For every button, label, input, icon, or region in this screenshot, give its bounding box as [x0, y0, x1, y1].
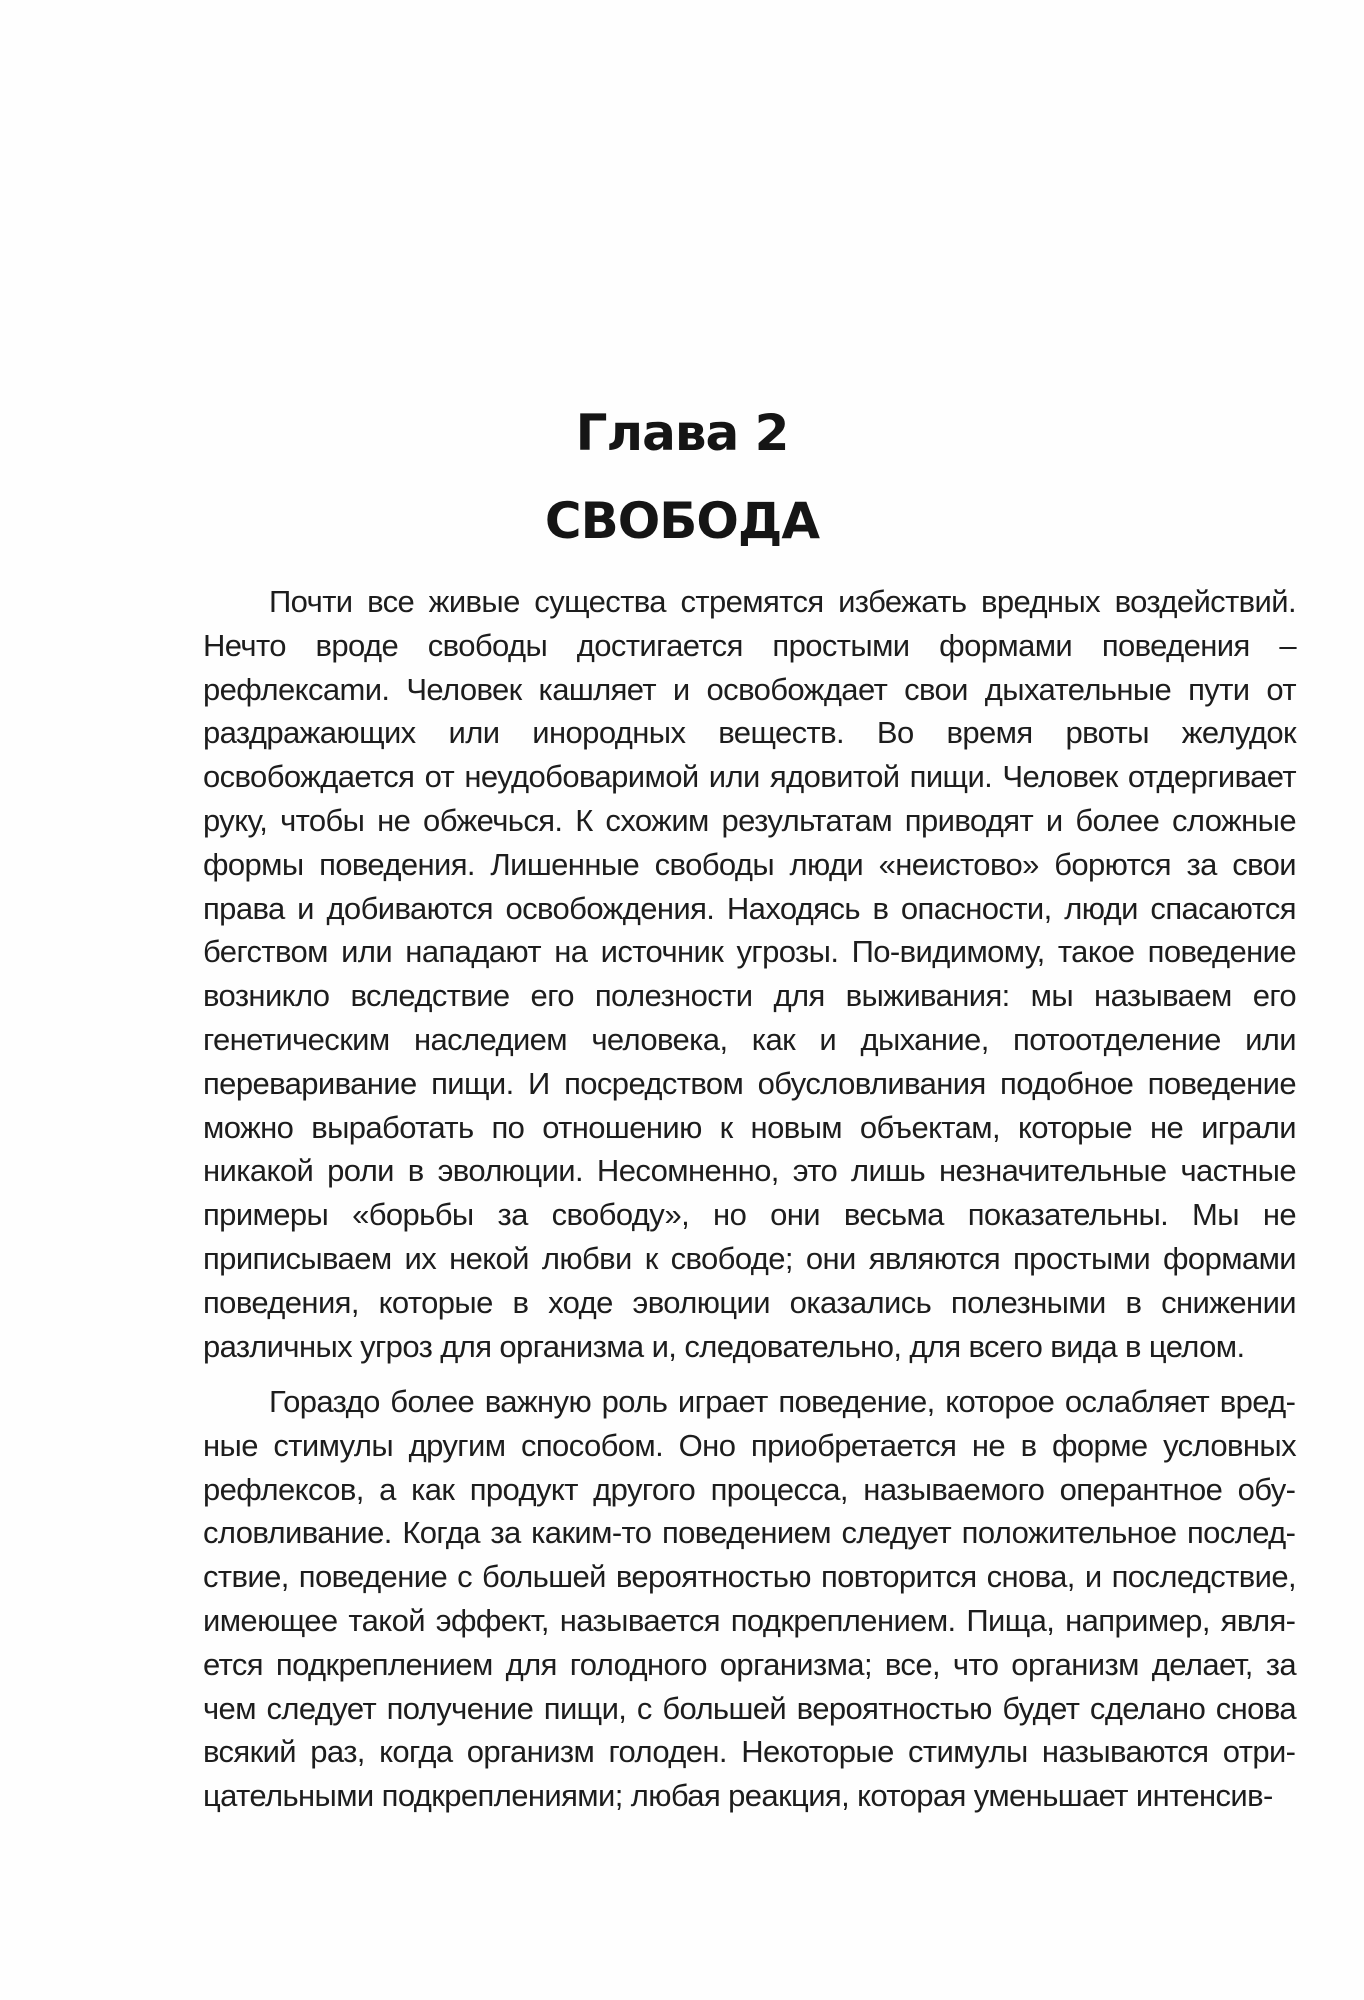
paragraph-1: Почти все живые существа стремятся избежать вредных воздействий. Нечто вроде свободы достигается простыми формами поведения – рефлексаmи. Человек кашляет и освобождает свои дыхательные пути от раздражающих или инородных веществ. Во время рвоты желудок освобождается от неудобоваримой или ядовитой пищи. Человек отдергивает руку, чтобы не обжечься. К схожим результатам приводят и более сложные формы поведения. Лишенные свободы люди «неистово» борются за свои права и добиваются освобождения. Находясь в опасности, люди спасаются бегством или нападают на источник угрозы. По-видимому, такое поведение возникло вследствие его полезности для выживания: мы называем его генетическим наследием человека, как и дыхание, потоотделение или переваривание пищи. И посредством обусловливания подобное поведение можно выработать по отношению к новым объектам, которые не играли никакой роли в эволюции. Несомненно, это лишь незначительные частные примеры «борьбы за свободу», но они весьма показательны. Мы не приписываем их некой любви к свободе; они являются простыми формами поведения, которые в ходе эволюции оказались полезными в снижении различных угроз для организма и, следовательно, для всего вида в целом. — [203, 584, 1296, 1364]
paragraph-2: Гораздо более важную роль играет поведение, которое ослабляет вредные стимулы другим способом. Оно приобретается не в форме условных рефлексов, а как продукт другого процесса, называемого оперантное обусловливание. Когда за каким-то поведением следует положительное последствие, поведение с большей вероятностью повторится снова, и последствие, имеющее такой эффект, называется подкреплением. Пища, например, является подкреплением для голодного организма; все, что организм делает, за чем следует получение пищи, с большей вероятностью будет сделано снова всякий раз, когда организм голоден. Некоторые стимулы называются отрицательными подкреплениями; любая реакция, которая уменьшает интенсив- — [203, 1384, 1296, 1814]
chapter-number: Глава 2 — [575, 404, 789, 462]
chapter-title: СВОБОДА — [544, 492, 820, 550]
